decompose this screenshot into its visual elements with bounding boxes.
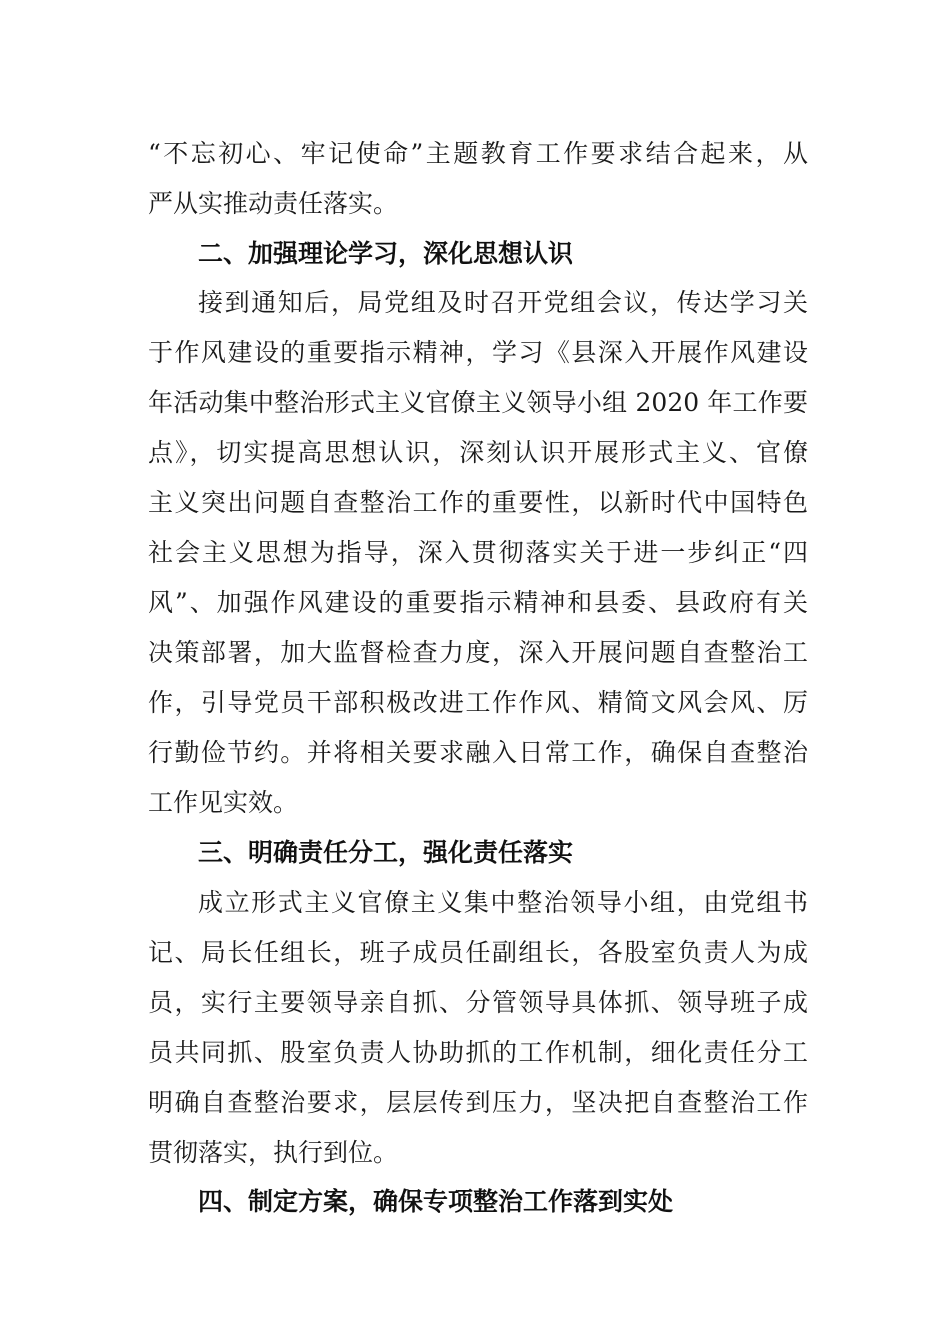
paragraph-line: 工作见实效。 <box>148 788 299 817</box>
paragraph-line: 行勤俭节约。并将相关要求融入日常工作，确保自查整治 <box>148 738 808 767</box>
section-heading: 四、制定方案，确保专项整治工作落到实处 <box>198 1187 674 1216</box>
paragraph-line: 员共同抓、股室负责人协助抓的工作机制，细化责任分工 <box>148 1038 808 1067</box>
paragraph-line: 记、局长任组长，班子成员任副组长，各股室负责人为成 <box>148 938 808 967</box>
paragraph-line: 作，引导党员干部积极改进工作作风、精简文风会风、厉 <box>148 688 808 717</box>
paragraph-line: 贯彻落实，执行到位。 <box>148 1138 399 1167</box>
paragraph-line: 员，实行主要领导亲自抓、分管领导具体抓、领导班子成 <box>148 988 808 1017</box>
paragraph-line: 社会主义思想为指导，深入贯彻落实关于进一步纠正“四 <box>148 538 808 567</box>
paragraph-line: 年活动集中整治形式主义官僚主义领导小组 2020 年工作要 <box>148 388 808 417</box>
paragraph-line: 决策部署，加大监督检查力度，深入开展问题自查整治工 <box>148 638 808 667</box>
paragraph-line: 主义突出问题自查整治工作的重要性，以新时代中国特色 <box>148 488 808 517</box>
paragraph-line: 接到通知后，局党组及时召开党组会议，传达学习关 <box>198 288 808 317</box>
paragraph-line: 成立形式主义官僚主义集中整治领导小组，由党组书 <box>198 888 808 917</box>
paragraph-line: 点》，切实提高思想认识，深刻认识开展形式主义、官僚 <box>148 438 808 467</box>
section-heading: 二、加强理论学习，深化思想认识 <box>198 239 574 268</box>
paragraph-line: 风”、加强作风建设的重要指示精神和县委、县政府有关 <box>148 588 808 617</box>
paragraph-line: 严从实推动责任落实。 <box>148 189 399 218</box>
paragraph-line: 于作风建设的重要指示精神，学习《县深入开展作风建设 <box>148 338 808 367</box>
paragraph-line: 明确自查整治要求，层层传到压力，坚决把自查整治工作 <box>148 1088 808 1117</box>
paragraph-line: “不忘初心、牢记使命”主题教育工作要求结合起来，从 <box>148 139 808 168</box>
section-heading: 三、明确责任分工，强化责任落实 <box>198 838 574 867</box>
